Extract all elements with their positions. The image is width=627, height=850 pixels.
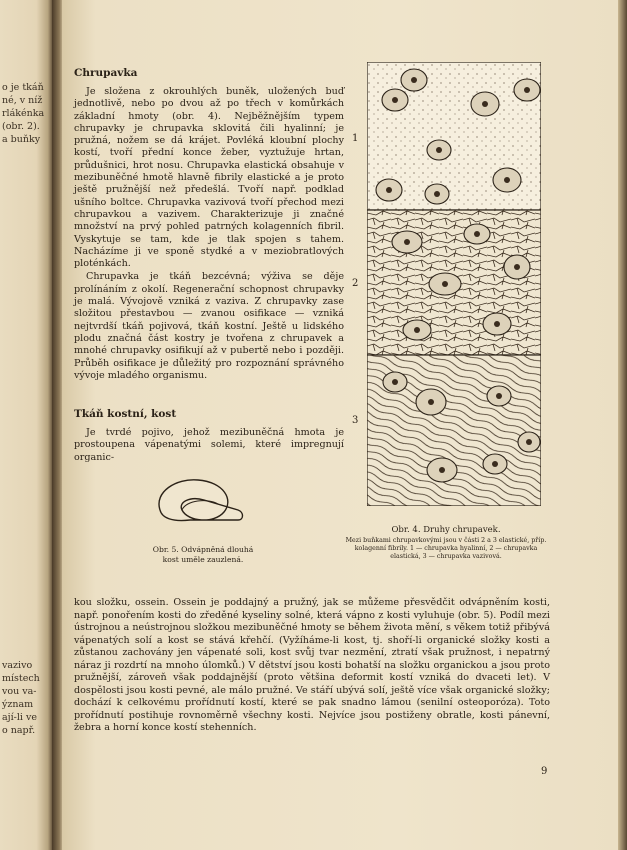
text-column-kost xyxy=(74,427,344,464)
knotted-bone-illustration xyxy=(152,470,248,532)
left-page-line: ají-li ve xyxy=(2,712,37,723)
left-page-line: a buňky xyxy=(2,134,41,145)
heading-tkan-kostni: Tkáň kostní, kost xyxy=(74,408,177,420)
figure5-caption-line: kost uměle zauzlená. xyxy=(162,554,244,564)
cartilage-drawing xyxy=(367,62,541,506)
left-page-line: místech xyxy=(2,673,40,684)
left-page-line: o např. xyxy=(2,725,36,736)
paragraph: Je tvrdé pojivo, jehož mezibuněčná hmota je prostoupena vápenatými solemi, které impregnují organic- xyxy=(74,427,344,463)
figure4-caption xyxy=(340,525,552,560)
left-page-line: ýznam xyxy=(2,699,34,710)
paragraph: Je složena z okrouhlých buněk, uložených buď jednotlivě, nebo po dvou až po třech v komůrkách základní hmoty (obr. 4). Nejběžnějším typem chrupavky je chrupavka sklovitá čili hyalinní; je pružná, nožem se dá krájet. Povléká kloubní plochy kostí, tvoří přední konce žeber, vyztužuje hrtan, průdušnici, hrot nosu. Chrupavka elastická obsahuje v mezibuněčné hmotě hlavně fibrily elastické a je proto ještě pružnější než předešlá. Tvoří např. podklad ušního boltce. Chrupavka vazivová tvoří přechod mezi chrupavkou a vazivem. Charakterizuje ji značné množství na prvý pohled patrných kolagenních fibril. Vyskytuje se tam, kde je tlak spojen s tahem. Nacházíme ji ve sponě stydké a v meziobratlových ploténkách. xyxy=(74,86,344,270)
paragraph: Chrupavka je tkáň bezcévná; výživa se děje prolínáním z okolí. Regenerační schopnost chrupavky je malá. Vývojově vzniká z vaziva. Z chrupavky zase složitou přestavbou — zvanou osifikace — vzniká nejtvrdší tkáň pojivová, tkáň kostní. Ještě u lidského plodu značná část kostry je tvořena z chrupavek a mnohé chrupavky osifikují až v pubertě nebo i později. Průběh osifikace je důležitý pro rozpoznání správného vývoje mladého organismu. xyxy=(74,271,344,381)
figure4-panel-label: 2 xyxy=(352,278,359,289)
left-page-line: vou va- xyxy=(2,686,37,697)
figure4-panel-label: 1 xyxy=(352,133,359,144)
figure5-caption-line: Obr. 5. Odvápněná dlouhá xyxy=(152,545,254,554)
heading-chrupavka: Chrupavka xyxy=(74,67,138,79)
left-page-edge xyxy=(0,0,52,850)
figure4-description: Mezi buňkami chrupavkovými jsou v části 2 a 3 elastické, příp. kolagenní fibrily. 1 — chrupavka hyalinní, 2 — chrupavka elastická, 3 — chrupavka vazivová. xyxy=(345,537,547,560)
figure4-title: Obr. 4. Druhy chrupavek. xyxy=(391,525,501,535)
figure4-illustration xyxy=(367,62,541,506)
page-edge-shadow xyxy=(618,0,627,850)
left-page-line: (obr. 2). xyxy=(2,121,40,132)
continuation-text xyxy=(74,597,550,735)
page-number: 9 xyxy=(541,766,548,777)
left-page-line: rlákénka xyxy=(2,108,45,119)
paragraph: kou složku, ossein. Ossein je poddajný a pružný, jak se můžeme přesvědčit odvápněním kosti, např. ponořením kosti do zředěné kyseliny solné, která vápno z kosti vyluhuje (obr. 5). Podíl mezi ústrojnou a neústrojnou složkou mezibuněčné hmoty se během života mění, s věkem totiž přibývá vápenatých solí a kost se stává křehčí. (Vyžíháme-li kost, tj. shoří-li organické složky kosti a zůstanou zachovány jen vápenaté soli, kost svůj tvar nezmění, ztratí však pružnost, i nepatrný náraz ji rozdrtí na mnoho úlomků.) V dětství jsou kosti bohatší na složku organickou a jsou proto pružnější, zároveň však poddajnější (proto většina deformit kostí vzniká do dvaceti let). V dospělosti jsou kosti pevné, ale málo pružné. Ve stáří ubývá solí, ještě více však organické složky; dochází k celkovému prořídnutí kostí, které se pak snadno lámou (senilní osteoporóza). Toto prořídnutí postihuje rovnoměrně všechny kosti. Nejvíce jsou postiženy obratle, kosti pánevní, žebra a horní konce kostí stehenních. xyxy=(74,597,550,733)
left-page-line: né, v níž xyxy=(2,95,43,106)
figure5-caption xyxy=(148,545,258,564)
figure4-panel-label: 3 xyxy=(352,415,359,426)
left-page-line: o je tkáň xyxy=(2,82,44,93)
left-page-line: vazivo xyxy=(2,660,33,671)
text-column-chrupavka xyxy=(74,86,344,382)
